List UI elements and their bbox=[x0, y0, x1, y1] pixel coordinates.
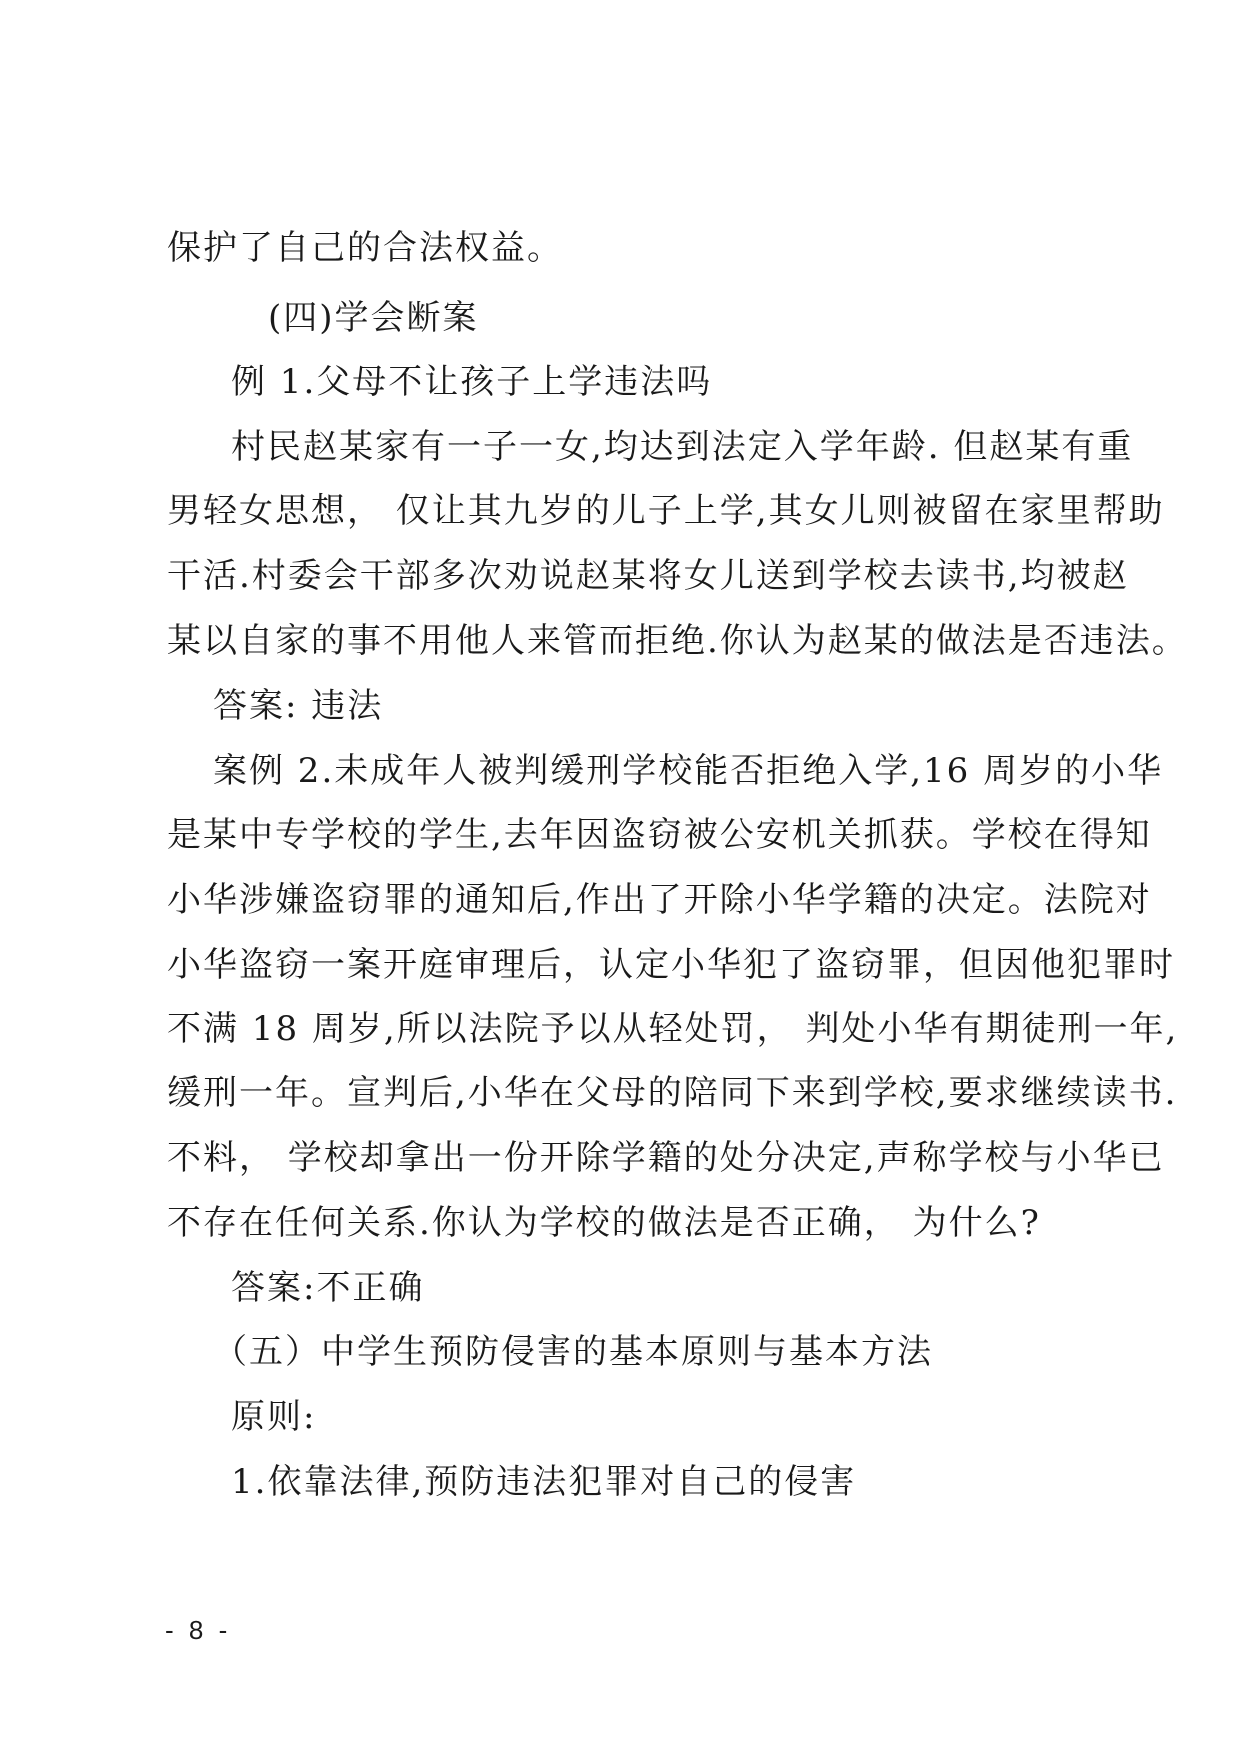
list-item: 1.依靠法律,预防违法犯罪对自己的侵害 bbox=[231, 1462, 857, 1502]
text-line: 不满 18 周岁,所以法院予以从轻处罚， 判处小华有期徒刑一年, bbox=[167, 1009, 1179, 1049]
text-line: 不存在任何关系.你认为学校的做法是否正确， 为什么? bbox=[167, 1203, 1041, 1243]
text-line: 男轻女思想， 仅让其九岁的儿子上学,其女儿则被留在家里帮助 bbox=[167, 491, 1165, 531]
text-line: 干活.村委会干部多次劝说赵某将女儿送到学校去读书,均被赵 bbox=[167, 556, 1129, 596]
section-heading: (四)学会断案 bbox=[268, 298, 479, 338]
text-line: 小华涉嫌盗窃罪的通知后,作出了开除小华学籍的决定。法院对 bbox=[167, 880, 1152, 920]
text-line: 某以自家的事不用他人来管而拒绝.你认为赵某的做法是否违法。 bbox=[167, 621, 1188, 661]
text-line: 小华盗窃一案开庭审理后，认定小华犯了盗窃罪，但因他犯罪时 bbox=[167, 945, 1175, 985]
text-line: 保护了自己的合法权益。 bbox=[167, 228, 563, 268]
answer-line: 答案: 违法 bbox=[213, 686, 384, 726]
case-title: 案例 2.未成年人被判缓刑学校能否拒绝入学,16 周岁的小华 bbox=[213, 751, 1164, 791]
section-heading: （五）中学生预防侵害的基本原则与基本方法 bbox=[213, 1332, 933, 1372]
text-line: 不料， 学校却拿出一份开除学籍的处分决定,声称学校与小华已 bbox=[167, 1138, 1165, 1178]
text-line: 是某中专学校的学生,去年因盗窃被公安机关抓获。学校在得知 bbox=[167, 815, 1152, 855]
answer-line: 答案:不正确 bbox=[231, 1268, 425, 1308]
case-title: 例 1.父母不让孩子上学违法吗 bbox=[231, 362, 713, 402]
subheading: 原则: bbox=[231, 1397, 317, 1437]
text-line: 村民赵某家有一子一女,均达到法定入学年龄. 但赵某有重 bbox=[231, 427, 1134, 467]
text-line: 缓刑一年。宣判后,小华在父母的陪同下来到学校,要求继续读书. bbox=[167, 1073, 1178, 1113]
page-number: - 8 - bbox=[165, 1615, 232, 1645]
